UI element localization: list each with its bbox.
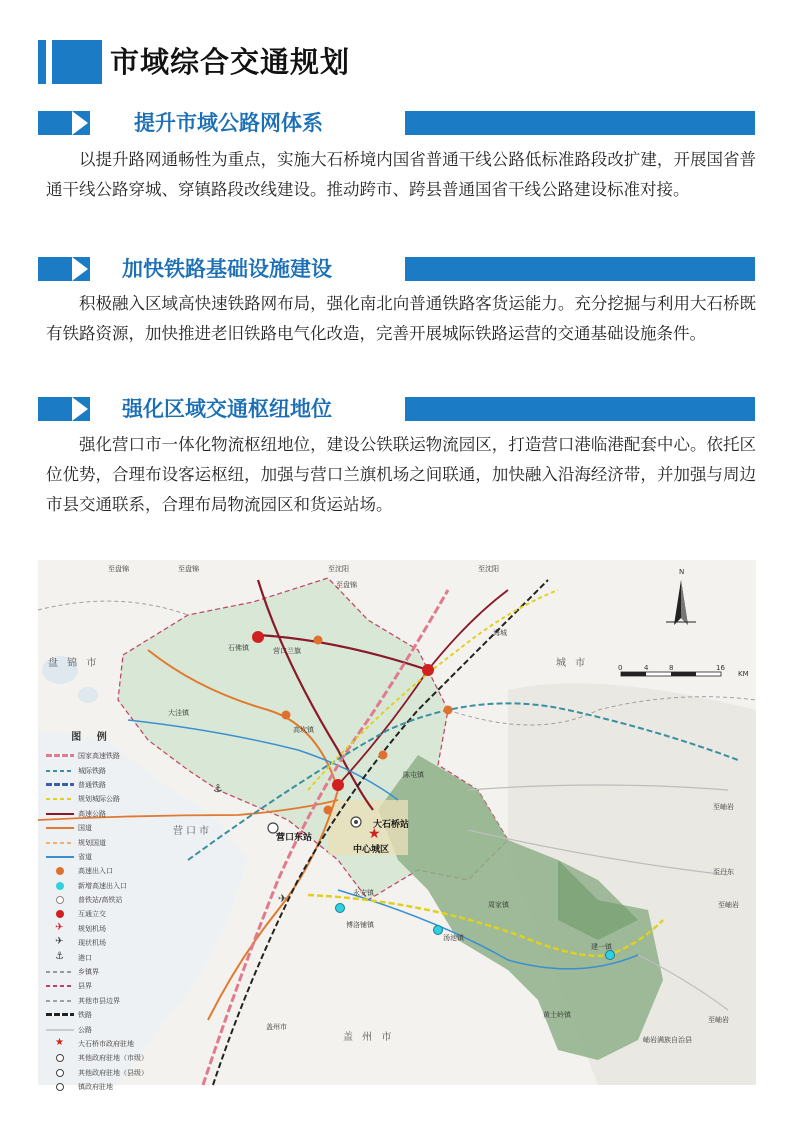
legend-label: 普铁站/高铁站 bbox=[78, 896, 123, 905]
section-bar-right bbox=[405, 397, 755, 421]
legend-title: 图 例 bbox=[71, 732, 113, 743]
map-label: 至岫岩 bbox=[718, 901, 739, 909]
map-label: 博洛铺镇 bbox=[346, 921, 374, 929]
scale-tick: 8 bbox=[669, 664, 674, 672]
legend-symbol-icon bbox=[46, 1082, 74, 1092]
port-icon: ⚓ bbox=[213, 782, 223, 795]
legend-label: 规划机场 bbox=[78, 924, 106, 933]
legend-label: 现状机场 bbox=[78, 939, 106, 948]
legend-label: 铁路 bbox=[78, 1011, 92, 1020]
map-label: 陈屯镇 bbox=[403, 771, 424, 779]
legend-item bbox=[46, 965, 138, 979]
legend-symbol-icon bbox=[46, 1068, 74, 1078]
highway-exit-marker bbox=[314, 636, 323, 645]
legend-symbol-icon bbox=[46, 766, 74, 776]
legend-symbol-icon: ⚓ bbox=[55, 950, 64, 962]
interchange-marker bbox=[422, 664, 434, 676]
scale-bar bbox=[621, 672, 721, 676]
legend-symbol-icon bbox=[46, 996, 74, 1006]
legend-label: 镇政府驻地 bbox=[78, 1083, 113, 1092]
map-label: 营口兰旗 bbox=[273, 647, 301, 655]
map-label: 永安镇 bbox=[353, 889, 374, 897]
scale-tick: 16 bbox=[716, 664, 725, 672]
new-highway-exit-marker bbox=[336, 904, 345, 913]
legend-label: 公路 bbox=[78, 1025, 92, 1034]
map-label: 至盘锦 bbox=[178, 565, 199, 573]
highway-exit-marker bbox=[379, 751, 388, 760]
legend-item bbox=[46, 994, 138, 1008]
scale-tick: 0 bbox=[618, 664, 623, 672]
legend-symbol-icon bbox=[46, 981, 74, 991]
legend-label: 其他政府驻地（市级） bbox=[78, 1054, 148, 1063]
map-label: 石佛镇 bbox=[228, 644, 249, 652]
legend-label: 规划国道 bbox=[78, 838, 106, 847]
legend-symbol-icon bbox=[46, 780, 74, 790]
map-label: 中心城区 bbox=[353, 845, 390, 855]
legend-symbol-icon bbox=[46, 809, 74, 819]
section-bar-right bbox=[405, 257, 755, 281]
section-title: 强化区域交通枢纽地位 bbox=[122, 397, 332, 421]
legend-label: 县界 bbox=[78, 982, 92, 991]
legend-label: 港口 bbox=[78, 953, 92, 962]
map-label: 营口市 bbox=[173, 826, 212, 837]
legend-label: 互通立交 bbox=[78, 910, 106, 919]
legend-symbol-icon bbox=[46, 1053, 74, 1063]
legend-symbol-icon bbox=[46, 866, 74, 876]
interchange-marker bbox=[332, 779, 344, 791]
legend-symbol-icon bbox=[46, 794, 74, 804]
section-bar-notch bbox=[72, 257, 88, 281]
interchange-marker bbox=[252, 631, 264, 643]
lake bbox=[78, 687, 98, 703]
map-label: 盖 州 市 bbox=[343, 1032, 395, 1043]
map-label: 海城 bbox=[493, 629, 507, 637]
highway-exit-marker bbox=[324, 806, 333, 815]
legend-item bbox=[46, 1008, 138, 1022]
railway-station-marker bbox=[354, 820, 358, 824]
legend-label: 其他市县边界 bbox=[78, 996, 120, 1005]
legend-symbol-icon bbox=[46, 751, 74, 761]
transport-map bbox=[38, 560, 756, 1092]
legend-label: 高速出入口 bbox=[78, 867, 113, 876]
legend-item bbox=[46, 1066, 148, 1080]
page-title: 市域综合交通规划 bbox=[110, 45, 351, 79]
legend-symbol-icon: ★ bbox=[55, 1037, 64, 1048]
section-bar-notch bbox=[72, 397, 88, 421]
legend-symbol-icon bbox=[46, 838, 74, 848]
map-label: 黄土岭镇 bbox=[543, 1011, 571, 1019]
legend-label: 乡镇界 bbox=[78, 968, 99, 977]
map-label: 至沈阳 bbox=[328, 565, 349, 573]
map-label: 盘 锦 市 bbox=[48, 658, 100, 669]
government-star-icon: ★ bbox=[368, 826, 381, 842]
legend-label: 新增高速出入口 bbox=[78, 881, 127, 890]
map-label: 大石桥站 bbox=[373, 820, 410, 830]
legend-label: 城际铁路 bbox=[78, 766, 106, 775]
map-label: 周家镇 bbox=[488, 901, 509, 909]
legend-item bbox=[46, 807, 138, 821]
legend-symbol-icon bbox=[46, 909, 74, 919]
map-label: 城 市 bbox=[556, 658, 589, 669]
map-label: 建一镇 bbox=[591, 943, 612, 951]
legend-item bbox=[46, 936, 138, 950]
legend-symbol-icon: ✈ bbox=[55, 936, 64, 948]
legend-label: 其他政府驻地（县级） bbox=[78, 1068, 148, 1077]
legend-item bbox=[46, 1080, 138, 1094]
map-label: 至岫岩 bbox=[708, 1016, 729, 1024]
section-title: 提升市域公路网体系 bbox=[134, 111, 323, 135]
legend-item bbox=[46, 979, 138, 993]
map-label: 至沈阳 bbox=[478, 565, 499, 573]
legend-item bbox=[46, 1037, 138, 1051]
title-bar-thick bbox=[52, 40, 102, 84]
map-legend bbox=[46, 728, 148, 1094]
scale-unit: KM bbox=[738, 670, 749, 678]
legend-symbol-icon bbox=[46, 967, 74, 977]
legend-rows bbox=[46, 749, 148, 1094]
highway-exit-marker bbox=[444, 706, 453, 715]
legend-item bbox=[46, 821, 138, 835]
legend-symbol-icon bbox=[46, 1010, 74, 1020]
legend-item bbox=[46, 763, 138, 777]
legend-item bbox=[46, 1022, 138, 1036]
north-label: N bbox=[679, 568, 685, 576]
section-paragraph: 积极融入区域高快速铁路网布局，强化南北向普通铁路客货运能力。充分挖掘与利用大石桥既有铁路资源，加快推进老旧铁路电气化改造，完善开展城际铁路运营的交通基础设施条件。 bbox=[46, 294, 756, 343]
legend-item bbox=[46, 893, 138, 907]
legend-item bbox=[46, 1051, 148, 1065]
legend-item bbox=[46, 778, 138, 792]
legend-item bbox=[46, 864, 138, 878]
section-title: 加快铁路基础设施建设 bbox=[122, 257, 332, 281]
new-highway-exit-marker bbox=[434, 926, 443, 935]
legend-item bbox=[46, 749, 138, 763]
legend-label: 规划城际公路 bbox=[78, 795, 120, 804]
legend-item bbox=[46, 850, 138, 864]
section-bar-right bbox=[405, 111, 755, 135]
legend-label: 省道 bbox=[78, 852, 92, 861]
map-label: 至丹东 bbox=[713, 868, 734, 876]
legend-label: 大石桥市政府驻地 bbox=[78, 1040, 134, 1048]
map-label: 大洼镇 bbox=[168, 709, 189, 717]
legend-symbol-icon bbox=[46, 823, 74, 833]
legend-symbol-icon bbox=[46, 881, 74, 891]
legend-symbol-icon bbox=[46, 852, 74, 862]
legend-item bbox=[46, 879, 138, 893]
legend-label: 普通铁路 bbox=[78, 780, 106, 789]
legend-label: 国家高速铁路 bbox=[78, 752, 120, 761]
section-paragraph: 以提升路网通畅性为重点，实施大石桥境内国省普通干线公路低标准路段改扩建，开展国省普通干线公路穿城、穿镇路段改线建设。推动跨市、跨县普通国省干线公路建设标准对接。 bbox=[46, 150, 756, 199]
legend-symbol-icon bbox=[46, 895, 74, 905]
legend-symbol-icon bbox=[46, 1025, 74, 1035]
section-paragraph: 强化营口市一体化物流枢纽地位，建设公铁联运物流园区，打造营口港临港配套中心。依托区位优势，合理布设客运枢纽，加强与营口兰旗机场之间联通，加快融入沿海经济带，并加强与周边市县交通联系，合理布局物流园区和货运站场。 bbox=[46, 435, 756, 514]
legend-item bbox=[46, 950, 138, 964]
map-label: 至盘锦 bbox=[336, 581, 357, 589]
map-label: 至岫岩 bbox=[713, 803, 734, 811]
legend-item bbox=[46, 835, 138, 849]
map-label: 盖州市 bbox=[266, 1023, 287, 1031]
map-label: 营口东站 bbox=[276, 833, 313, 843]
legend-symbol-icon: ✈ bbox=[55, 921, 64, 933]
legend-item bbox=[46, 922, 138, 936]
map-label: 汤池镇 bbox=[443, 934, 464, 942]
legend-label: 国道 bbox=[78, 824, 92, 833]
title-bar-thin bbox=[38, 40, 46, 84]
airport-icon: ✈ bbox=[278, 892, 288, 905]
section-bar-notch bbox=[72, 111, 88, 135]
legend-item bbox=[46, 907, 138, 921]
map-label: 至盘锦 bbox=[108, 565, 129, 573]
map-label: 岫岩满族自治县 bbox=[643, 1036, 692, 1044]
legend-label: 高速公路 bbox=[78, 809, 106, 818]
legend-item bbox=[46, 792, 138, 806]
scale-tick: 4 bbox=[644, 664, 649, 672]
map-label: 高坎镇 bbox=[293, 726, 314, 734]
highway-exit-marker bbox=[282, 711, 291, 720]
